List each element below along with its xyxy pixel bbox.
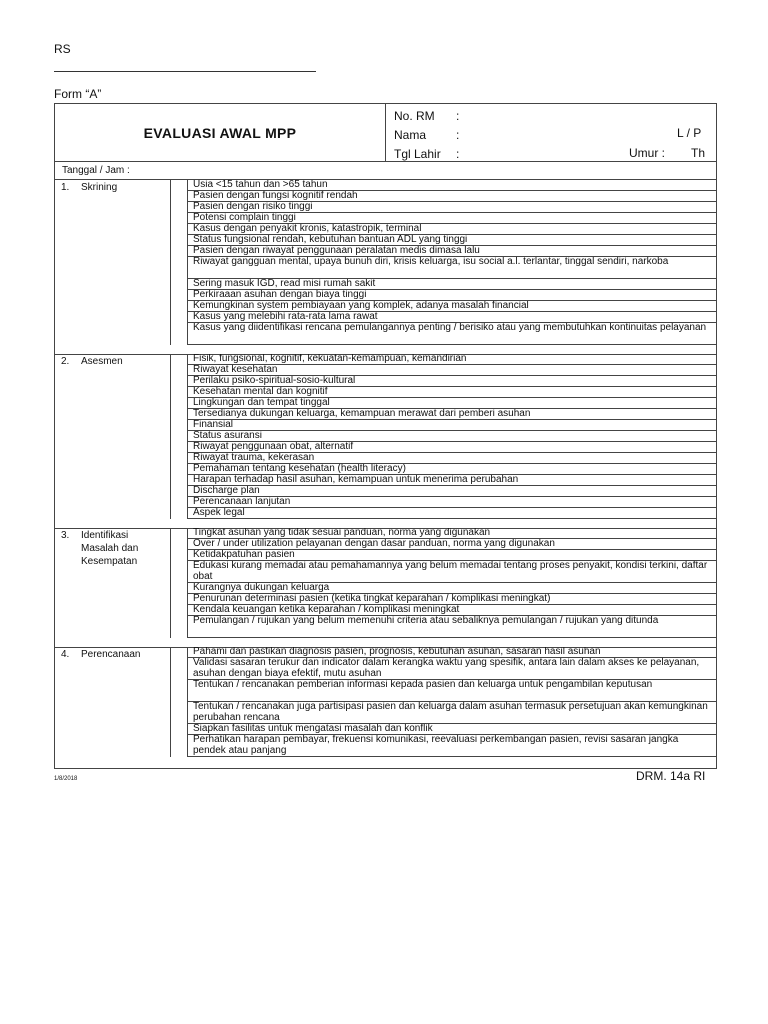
section-items — [187, 647, 716, 757]
section-4 — [55, 647, 716, 757]
form-code: DRM. 14a RI — [636, 769, 706, 783]
evaluation-table — [54, 179, 717, 769]
section-label-line: Identifikasi — [81, 530, 129, 541]
checklist-item: Kasus yang diidentifikasi rencana pemulangannya penting / berisiko atau yang membutuhkan kontinuitas pelayanan — [187, 323, 716, 345]
no-rm-label: No. RM — [394, 109, 435, 123]
checklist-item: Kurangnya dukungan keluarga — [187, 583, 716, 594]
checklist-item: Pahami dan pastikan diagnosis pasien, prognosis, kebutuhan asuhan, sasaran hasil asuhan — [187, 647, 716, 658]
hospital-name-line — [54, 71, 316, 72]
checklist-item: Edukasi kurang memadai atau pemahamannya yang belum memadai tentang proses penyakit, kondisi terkini, daftar obat — [187, 561, 716, 583]
checklist-item: Sering masuk IGD, read misi rumah sakit — [187, 279, 716, 290]
tanggal-jam-field[interactable] — [54, 161, 717, 180]
checklist-item: Tentukan / rencanakan pemberian informasi kepada pasien dan keluarga untuk pengambilan keputusan — [187, 680, 716, 702]
checklist-item: Aspek legal — [187, 508, 716, 519]
section-number: 3. — [61, 530, 70, 541]
checkbox-column-line — [170, 528, 171, 638]
checklist-item: Perencanaan lanjutan — [187, 497, 716, 508]
checkbox-column-line — [187, 354, 188, 519]
checklist-item: Kasus dengan penyakit kronis, katastropik, terminal — [187, 224, 716, 235]
section-label-line: Skrining — [81, 182, 118, 193]
form-header — [54, 103, 717, 162]
checklist-item: Status fungsional rendah, kebutuhan bantuan ADL yang tinggi — [187, 235, 716, 246]
checklist-item: Kemungkinan system pembiayaan yang komplek, adanya masalah financial — [187, 301, 716, 312]
checklist-item: Pasien dengan risiko tinggi — [187, 202, 716, 213]
checklist-item: Riwayat penggunaan obat, alternatif — [187, 442, 716, 453]
section-label-line: Asesmen — [81, 356, 123, 367]
checklist-item: Ketidakpatuhan pasien — [187, 550, 716, 561]
section-label — [61, 648, 141, 661]
checklist-item: Kesehatan mental dan kognitif — [187, 387, 716, 398]
tanggal-jam-label: Tanggal / Jam : — [62, 165, 130, 176]
section-label-line: Perencanaan — [81, 649, 141, 660]
checklist-item: Fisik, fungsional, kognitif, kekuatan-kemampuan, kemandirian — [187, 354, 716, 365]
section-number: 1. — [61, 182, 70, 193]
checkbox-column-line — [170, 354, 171, 519]
checklist-item: Pemulangan / rujukan yang belum memenuhi criteria atau sebaliknya pemulangan / rujukan yang ditunda — [187, 616, 716, 638]
umur-label: Umur : — [629, 146, 665, 160]
no-rm-colon: : — [456, 109, 460, 123]
checklist-item: Tingkat asuhan yang tidak sesuai panduan, norma yang digunakan — [187, 528, 716, 539]
section-items — [187, 180, 716, 345]
section-number: 2. — [61, 356, 70, 367]
checkbox-column-line — [187, 180, 188, 345]
checklist-item: Tentukan / rencanakan juga partisipasi pasien dan keluarga dalam asuhan termasuk persetujuan akan kemungkinan perubahan rencana — [187, 702, 716, 724]
checklist-item: Finansial — [187, 420, 716, 431]
checklist-item: Perilaku psiko-spiritual-sosio-kultural — [187, 376, 716, 387]
section-label — [61, 355, 123, 368]
section-number: 4. — [61, 649, 70, 660]
checklist-item: Over / under utilization pelayanan dengan dasar panduan, norma yang digunakan — [187, 539, 716, 550]
checklist-item: Riwayat trauma, kekerasan — [187, 453, 716, 464]
gender-option[interactable]: L / P — [677, 126, 702, 140]
section-items — [187, 354, 716, 519]
footer-date: 1/8/2018 — [54, 776, 78, 782]
checkbox-column-line — [170, 180, 171, 345]
checklist-item: Usia <15 tahun dan >65 tahun — [187, 180, 716, 191]
section-label — [61, 529, 138, 568]
checklist-item: Perhatikan harapan pembayar, frekuensi komunikasi, reevaluasi perkembangan pasien, revisi sasaran jangka pendek atau panjang — [187, 735, 716, 757]
section-3 — [55, 528, 716, 638]
checklist-item: Riwayat kesehatan — [187, 365, 716, 376]
section-label — [61, 181, 117, 194]
checklist-item: Tersedianya dukungan keluarga, kemampuan merawat dari pemberi asuhan — [187, 409, 716, 420]
checklist-item: Harapan terhadap hasil asuhan, kemampuan untuk menerima perubahan — [187, 475, 716, 486]
section-label-line: Kesempatan — [81, 556, 138, 567]
section-1 — [55, 180, 716, 345]
checklist-item: Lingkungan dan tempat tinggal — [187, 398, 716, 409]
hospital-label: RS — [54, 42, 71, 56]
checklist-item: Siapkan fasilitas untuk mengatasi masalah dan konflik — [187, 724, 716, 735]
nama-label: Nama — [394, 128, 427, 142]
checkbox-column-line — [187, 528, 188, 638]
checklist-item: Penurunan determinasi pasien (ketika tingkat keparahan / komplikasi meningkat) — [187, 594, 716, 605]
checkbox-column-line — [170, 647, 171, 757]
section-items — [187, 528, 716, 638]
form-label: Form “A” — [54, 87, 102, 101]
checkbox-column-line — [187, 647, 188, 757]
checklist-item: Kendala keuangan ketika keparahan / komplikasi meningkat — [187, 605, 716, 616]
tgl-lahir-label: Tgl Lahir — [394, 147, 441, 161]
checklist-item: Pemahaman tentang kesehatan (health literacy) — [187, 464, 716, 475]
checklist-item: Status asuransi — [187, 431, 716, 442]
umur-unit: Th — [691, 146, 706, 160]
section-2 — [55, 354, 716, 519]
checklist-item: Riwayat gangguan mental, upaya bunuh diri, krisis keluarga, isu social a.l. terlantar, tinggal sendiri, narkoba — [187, 257, 716, 279]
checklist-item: Validasi sasaran terukur dan indicator dalam kerangka waktu yang spesifik, antara lain dalam akses ke pelayanan, asuhan dengan biaya efektif, mutu asuhan — [187, 658, 716, 680]
checklist-item: Potensi complain tinggi — [187, 213, 716, 224]
checklist-item: Pasien dengan fungsi kognitif rendah — [187, 191, 716, 202]
tgl-lahir-colon: : — [456, 147, 460, 161]
section-label-line: Masalah dan — [81, 543, 139, 554]
form-title: EVALUASI AWAL MPP — [55, 104, 386, 161]
checklist-item: Kasus yang melebihi rata-rata lama rawat — [187, 312, 716, 323]
checklist-item: Perkiraaan asuhan dengan biaya tinggi — [187, 290, 716, 301]
checklist-item: Pasien dengan riwayat penggunaan peralatan medis dimasa lalu — [187, 246, 716, 257]
nama-colon: : — [456, 128, 460, 142]
checklist-item: Discharge plan — [187, 486, 716, 497]
